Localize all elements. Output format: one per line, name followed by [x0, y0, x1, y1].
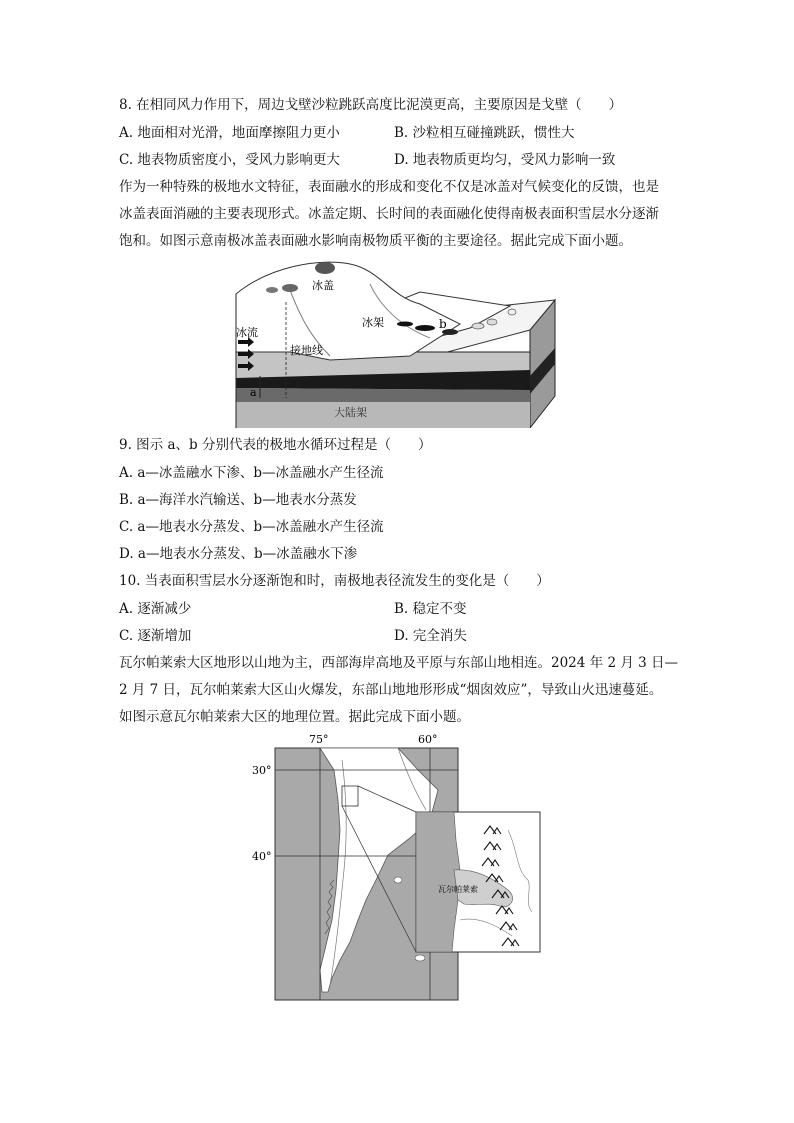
- q10-option-d: D. 完全消失: [394, 628, 467, 644]
- label-continental-shelf: 大陆架: [334, 406, 367, 419]
- label-lat-40: 40°: [252, 850, 272, 863]
- q8-option-a: A. 地面相对光滑，地面摩擦阻力更小: [119, 125, 340, 141]
- label-lon-60: 60°: [418, 733, 438, 746]
- label-ice-stream: 冰流: [236, 326, 258, 339]
- label-lat-30: 30°: [252, 764, 272, 777]
- passage2-line1: 瓦尔帕莱索大区地形以山地为主，西部海岸高地及平原与东部山地相连。2024 年 2 月 3 日—: [119, 655, 678, 671]
- q9-option-b: B. a—海洋水汽输送、b—地表水分蒸发: [119, 492, 357, 508]
- label-b: b: [439, 317, 447, 331]
- q9-stem: 9. 图示 a、b 分别代表的极地水循环过程是（ ）: [119, 437, 432, 453]
- q10-option-b: B. 稳定不变: [394, 601, 467, 617]
- valparaiso-location-map: [248, 730, 544, 1002]
- passage1-line3: 饱和。如图示意南极冰盖表面融水影响南极物质平衡的主要途径。据此完成下面小题。: [119, 233, 632, 249]
- passage1-line2: 冰盖表面消融的主要表现形式。冰盖定期、长时间的表面融化使得南极表面积雪层水分逐渐: [119, 206, 659, 222]
- q9-option-a: A. a—冰盖融水下渗、b—冰盖融水产生径流: [119, 465, 384, 481]
- q8-option-c: C. 地表物质密度小，受风力影响更大: [119, 152, 340, 168]
- passage2-line2: 2 月 7 日，瓦尔帕莱索大区山火爆发，东部山地地形形成“烟囱效应”，导致山火迅速蔓延。: [119, 682, 663, 698]
- ice-flow-arrows: [238, 337, 254, 371]
- passage1-line1: 作为一种特殊的极地水文特征，表面融水的形成和变化不仅是冰盖对气候变化的反馈，也是: [119, 179, 659, 195]
- q9-option-d: D. a—地表水分蒸发、b—冰盖融水下渗: [119, 546, 358, 562]
- label-valparaiso: 瓦尔帕莱索: [438, 885, 478, 894]
- label-grounding-line: 接地线: [290, 344, 323, 357]
- q9-option-c: C. a—地表水分蒸发、b—冰盖融水产生径流: [119, 519, 384, 535]
- label-lon-75: 75°: [309, 733, 329, 746]
- q10-option-a: A. 逐渐减少: [119, 601, 192, 617]
- q8-option-b: B. 沙粒相互碰撞跳跃，惯性大: [394, 125, 575, 141]
- q10-option-c: C. 逐渐增加: [119, 628, 192, 644]
- label-a: a: [250, 386, 257, 399]
- label-ice-shelf: 冰架: [362, 316, 384, 329]
- antarctic-meltwater-diagram: [230, 256, 565, 428]
- q8-option-d: D. 地表物质更均匀，受风力影响一致: [394, 152, 616, 168]
- q8-stem: 8. 在相同风力作用下，周边戈壁沙粒跳跃高度比泥漠更高，主要原因是戈壁（ ）: [119, 97, 623, 113]
- passage2-line3: 如图示意瓦尔帕莱索大区的地理位置。据此完成下面小题。: [119, 709, 470, 725]
- q10-stem: 10. 当表面积雪层水分逐渐饱和时，南极地表径流发生的变化是（ ）: [119, 573, 550, 589]
- label-ice-sheet: 冰盖: [312, 279, 334, 292]
